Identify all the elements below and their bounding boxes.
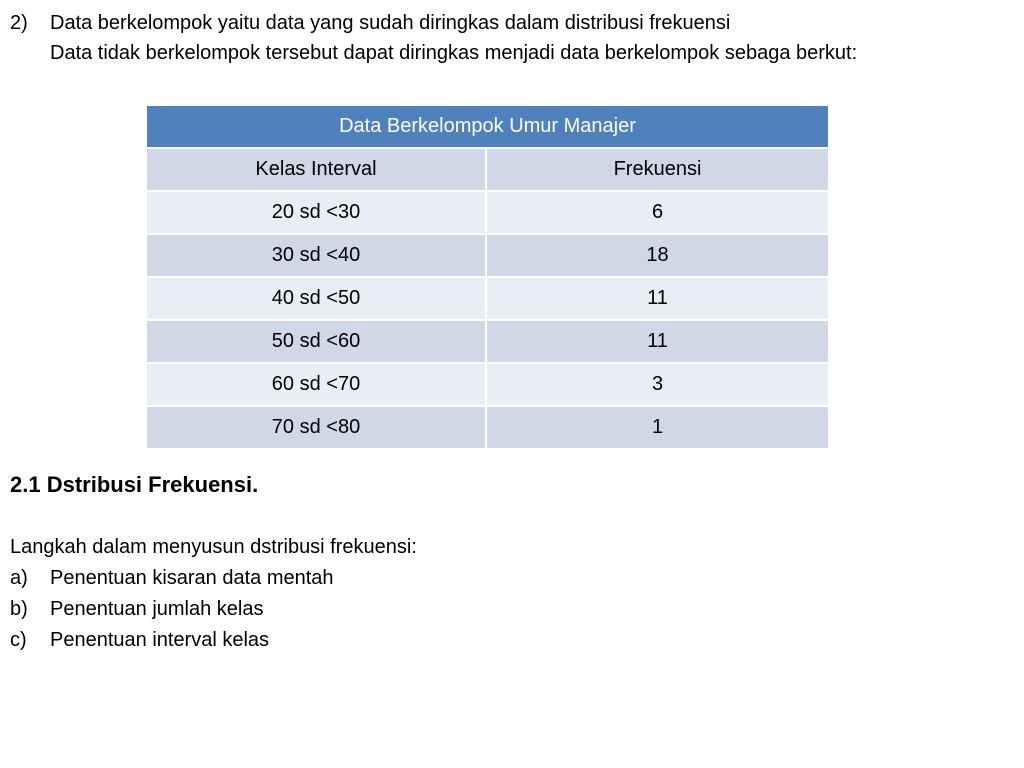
frequency-table — [145, 104, 830, 450]
intro-paragraph — [10, 8, 857, 68]
table-row — [146, 277, 829, 320]
list-item-text: Penentuan jumlah kelas — [50, 598, 264, 620]
column-header-frequency: Frekuensi — [486, 148, 829, 191]
interval-cell: 50 sd <60 — [146, 320, 486, 363]
intro-line-1 — [10, 8, 857, 38]
interval-cell: 60 sd <70 — [146, 363, 486, 406]
interval-cell: 70 sd <80 — [146, 406, 486, 449]
table-row — [146, 320, 829, 363]
steps-list — [10, 532, 417, 656]
list-item — [10, 563, 417, 594]
frequency-table-container — [145, 104, 828, 450]
intro-text-1: Data berkelompok yaitu data yang sudah diringkas dalam distribusi frekuensi — [50, 12, 731, 34]
list-marker: c) — [10, 629, 27, 651]
table-row — [146, 406, 829, 449]
table-title-row — [146, 105, 829, 148]
interval-cell: 20 sd <30 — [146, 191, 486, 234]
frequency-cell: 6 — [486, 191, 829, 234]
list-item-text: Penentuan interval kelas — [50, 629, 270, 651]
column-header-interval: Kelas Interval — [146, 148, 486, 191]
list-item — [10, 625, 417, 656]
intro-line-2 — [10, 38, 857, 68]
table-row — [146, 234, 829, 277]
intro-text-2: Data tidak berkelompok tersebut dapat diringkas menjadi data berkelompok sebaga berkut: — [50, 42, 858, 64]
section-heading: 2.1 Dstribusi Frekuensi. — [10, 472, 259, 497]
frequency-cell: 11 — [486, 277, 829, 320]
list-item — [10, 594, 417, 625]
frequency-cell: 18 — [486, 234, 829, 277]
table-row — [146, 191, 829, 234]
table-row — [146, 363, 829, 406]
intro-list-marker: 2) — [10, 12, 28, 34]
frequency-cell: 3 — [486, 363, 829, 406]
frequency-cell: 11 — [486, 320, 829, 363]
list-marker: b) — [10, 598, 28, 620]
interval-cell: 30 sd <40 — [146, 234, 486, 277]
table-header-row — [146, 148, 829, 191]
interval-cell: 40 sd <50 — [146, 277, 486, 320]
table-title: Data Berkelompok Umur Manajer — [146, 105, 829, 148]
list-item-text: Penentuan kisaran data mentah — [50, 567, 334, 589]
frequency-cell: 1 — [486, 406, 829, 449]
steps-lead-text: Langkah dalam menyusun dstribusi frekuensi: — [10, 536, 417, 558]
list-marker: a) — [10, 567, 28, 589]
